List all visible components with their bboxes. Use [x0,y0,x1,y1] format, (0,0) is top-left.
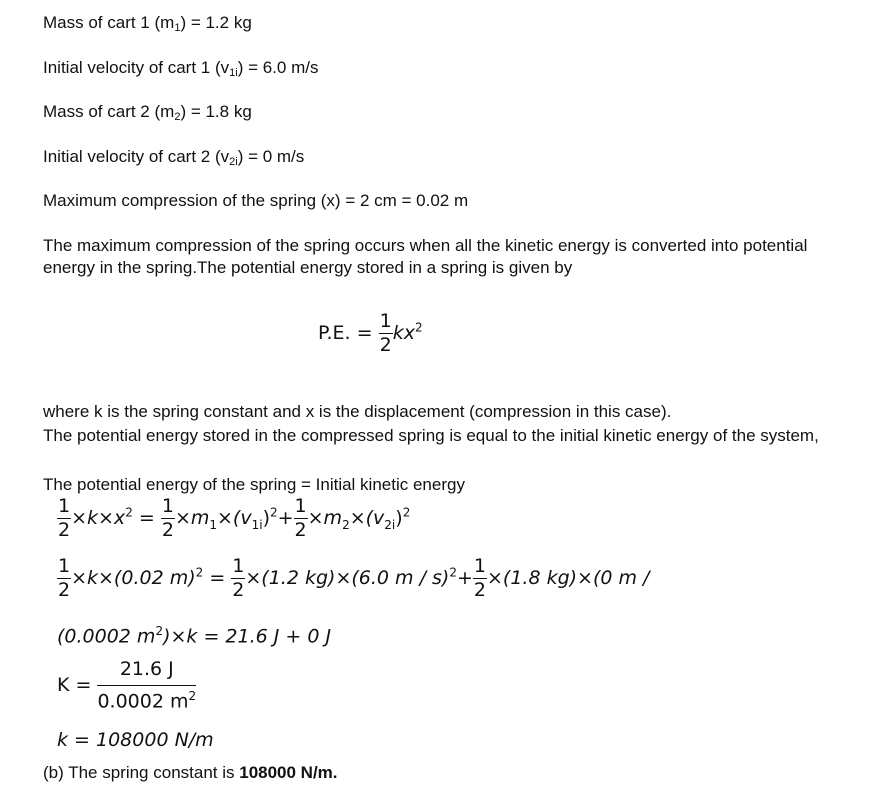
equation-result: k = 108000 N/m [57,729,214,751]
equation-solve-k: K = $\frac{21.6 J}{0.0002 m^2}$ [57,658,197,713]
given-mass-cart1: Mass of cart 1 $(m_1) = 1.2$ kg [43,13,252,34]
answer-value: 108000 N/m. [239,763,338,782]
given-velocity-cart2: Initial velocity of cart 2 $(v_{2i}) = 0$ m/s [43,147,305,168]
given-mass-cart2: Mass of cart 2 $(m_2) = 1.8$ kg [43,102,252,123]
equation-simplified: (0.0002 $m^2)\times k = 21.6$ J + 0 J [57,624,332,648]
given-velocity-cart1: Initial velocity of cart 1 $(v_{1i}) = 6.0$ m/s [43,58,319,79]
explain-line-1: where k is the spring constant and x is the displacement (compression in this case). [43,402,672,421]
equation-energy-balance: $\frac{1}{2}$ $\times k\times x^2$ = $\frac{1}{2}$ $\times m_1\times(v_{1i})^2+$ $\frac{1}{2}$ $\times m_2\times(v_{2i})^2$ [58,495,411,541]
given-compression: Maximum compression of the spring (x) = 2 cm = 0.02 m [43,191,469,210]
explain-line-3: The potential energy of the spring = Initial kinetic energy [43,475,465,494]
final-answer: (b) The spring constant is 108000 N/m. [43,763,338,782]
intro-paragraph: The maximum compression of the spring occurs when all the kinetic energy is converted into potential energy in the spring.The potential energy stored in a spring is given by [43,236,808,277]
explain-line-2: The potential energy stored in the compressed spring is equal to the initial kinetic energy of the system, [43,426,819,445]
equation-substitution: $\frac{1}{2}$ ×k×(0.02 m)$^2$ = $\frac{1}{2}$ ×(1.2 kg)×(6.0 m / s)$^2$+ $\frac{1}{2}$ ×(1.8 kg)×(0 m / [58,555,650,601]
pe-formula: P.E. = $\frac{1}{2}$ $kx^2$ [318,310,423,356]
